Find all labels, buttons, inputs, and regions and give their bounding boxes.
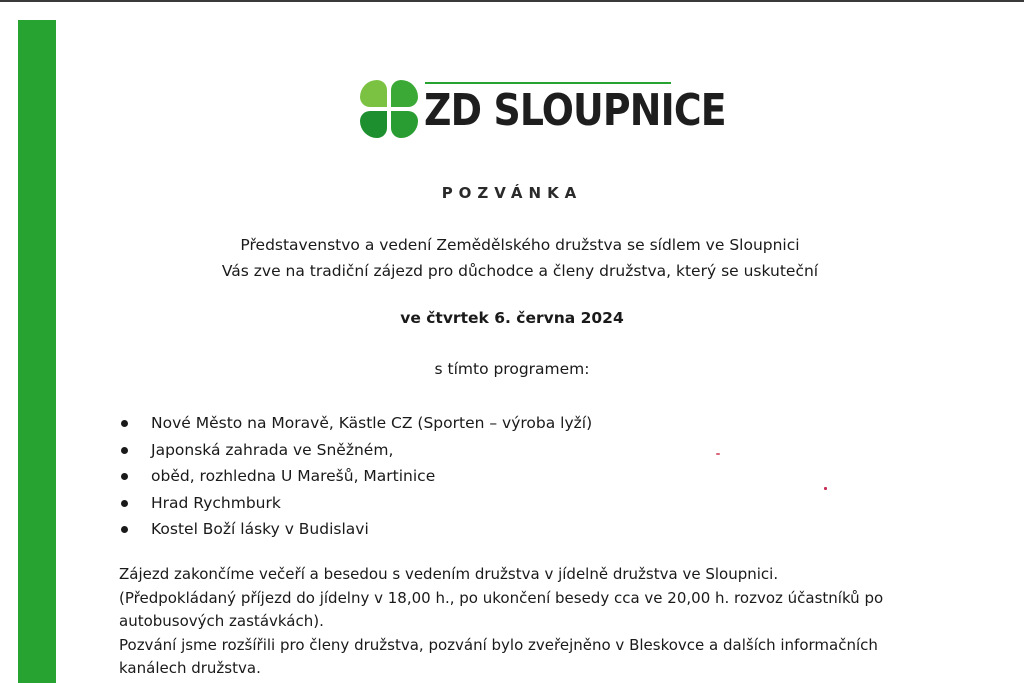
- program-list: [118, 410, 592, 543]
- list-item: oběd, rozhledna U Marešů, Martinice: [118, 463, 592, 490]
- list-item: Hrad Rychmburk: [118, 490, 592, 517]
- closing-paragraph: [119, 563, 919, 681]
- closing-line: Zájezd zakončíme večeří a besedou s vedením družstva v jídelně družstva ve Sloupnici.: [119, 565, 779, 583]
- closing-line: kanálech družstva.: [119, 659, 261, 677]
- scan-speck: [716, 453, 720, 455]
- intro-line-2: Vás zve na tradiční zájezd pro důchodce a členy družstva, který se uskuteční: [221, 262, 819, 280]
- document-heading: POZVÁNKA: [441, 184, 583, 202]
- company-logo: [360, 80, 726, 138]
- scan-speck: [824, 487, 827, 490]
- list-item: Japonská zahrada ve Sněžném,: [118, 437, 592, 464]
- top-border-line: [0, 0, 1024, 2]
- intro-line-1: Představenstvo a vedení Zemědělského družstva se sídlem ve Sloupnici: [240, 236, 800, 254]
- list-item: Nové Město na Moravě, Kästle CZ (Sporten – výroba lyží): [118, 410, 592, 437]
- event-date: ve čtvrtek 6. června 2024: [400, 309, 624, 327]
- program-intro: s tímto programem:: [434, 360, 590, 378]
- logo-text: ZD SLOUPNICE: [424, 85, 726, 136]
- list-item: Kostel Boží lásky v Budislavi: [118, 516, 592, 543]
- closing-line: autobusových zastávkách).: [119, 612, 324, 630]
- intro-paragraph: [180, 232, 860, 284]
- four-leaf-clover-icon: [360, 80, 418, 138]
- closing-line: (Předpokládaný příjezd do jídelny v 18,00 h., po ukončení besedy cca ve 20,00 h. rozvoz účastníků po: [119, 588, 884, 607]
- closing-line: Pozvání jsme rozšířili pro členy družstva, pozvání bylo zveřejněno v Bleskovce a dalších informačních: [119, 635, 878, 654]
- green-side-bar: [18, 20, 56, 683]
